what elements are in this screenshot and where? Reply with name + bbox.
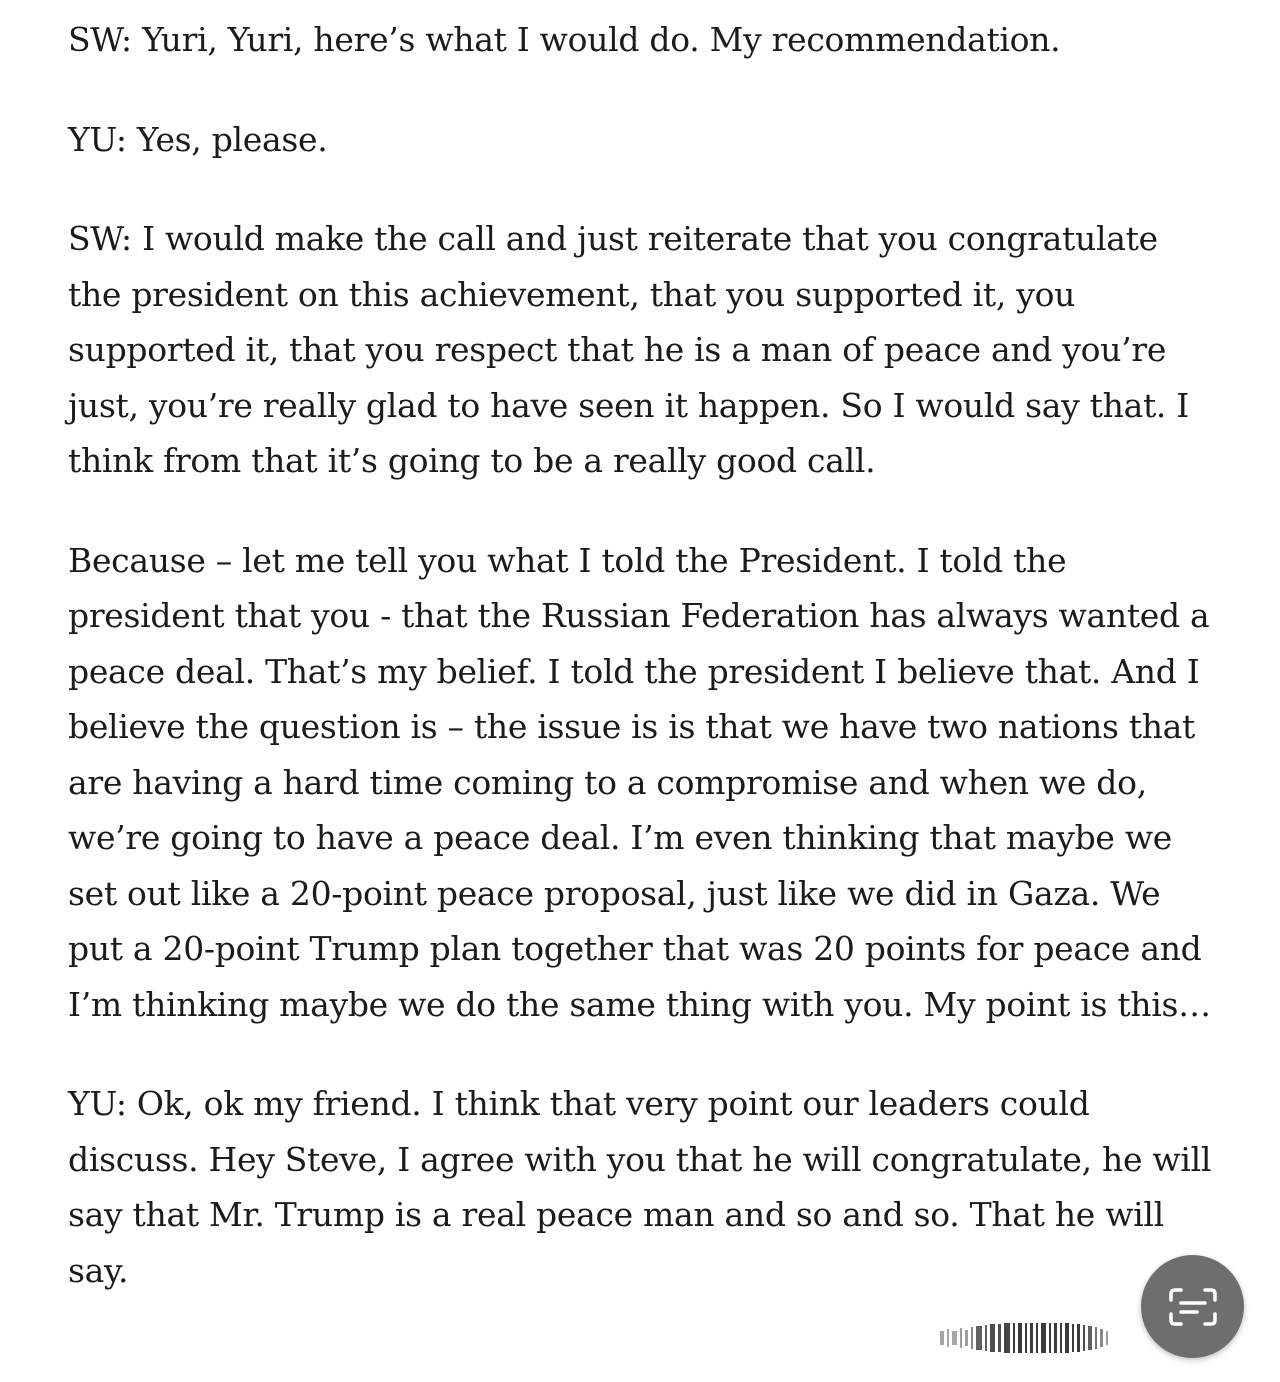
- transcript-article: [68, 12, 1218, 1342]
- transcript-paragraph: YU: Ok, ok my friend. I think that very point our leaders could discuss. Hey Steve, I agree with you that he will congratulate, he will say that Mr. Trump is a real peace man and so and so. That he will say.: [68, 1084, 1212, 1290]
- transcript-paragraph: SW: I would make the call and just reiterate that you congratulate the president on this achievement, that you supported it, you supported it, that you respect that he is a man of peace and you’re just, you’re really glad to have seen it happen. So I would say that. I think from that it’s going to be a really good call.: [68, 219, 1190, 480]
- scan-text-icon: [1168, 1287, 1218, 1327]
- transcript-paragraph: Because – let me tell you what I told the President. I told the president that you - that the Russian Federation has always wanted a peace deal. That’s my belief. I told the president I believe that. And I believe the question is – the issue is is that we have two nations that are having a hard time coming to a compromise and when we do, we’re going to have a peace deal. I’m even thinking that maybe we set out like a 20-point peace proposal, just like we did in Gaza. We put a 20-point Trump plan together that was 20 points for peace and I’m thinking maybe we do the same thing with you. My point is this…: [68, 540, 1211, 1024]
- transcript-paragraph: SW: Yuri, Yuri, here’s what I would do. My recommendation.: [68, 20, 1061, 59]
- transcript-paragraph: YU: Yes, please.: [68, 119, 328, 159]
- scan-text-button[interactable]: [1141, 1255, 1244, 1358]
